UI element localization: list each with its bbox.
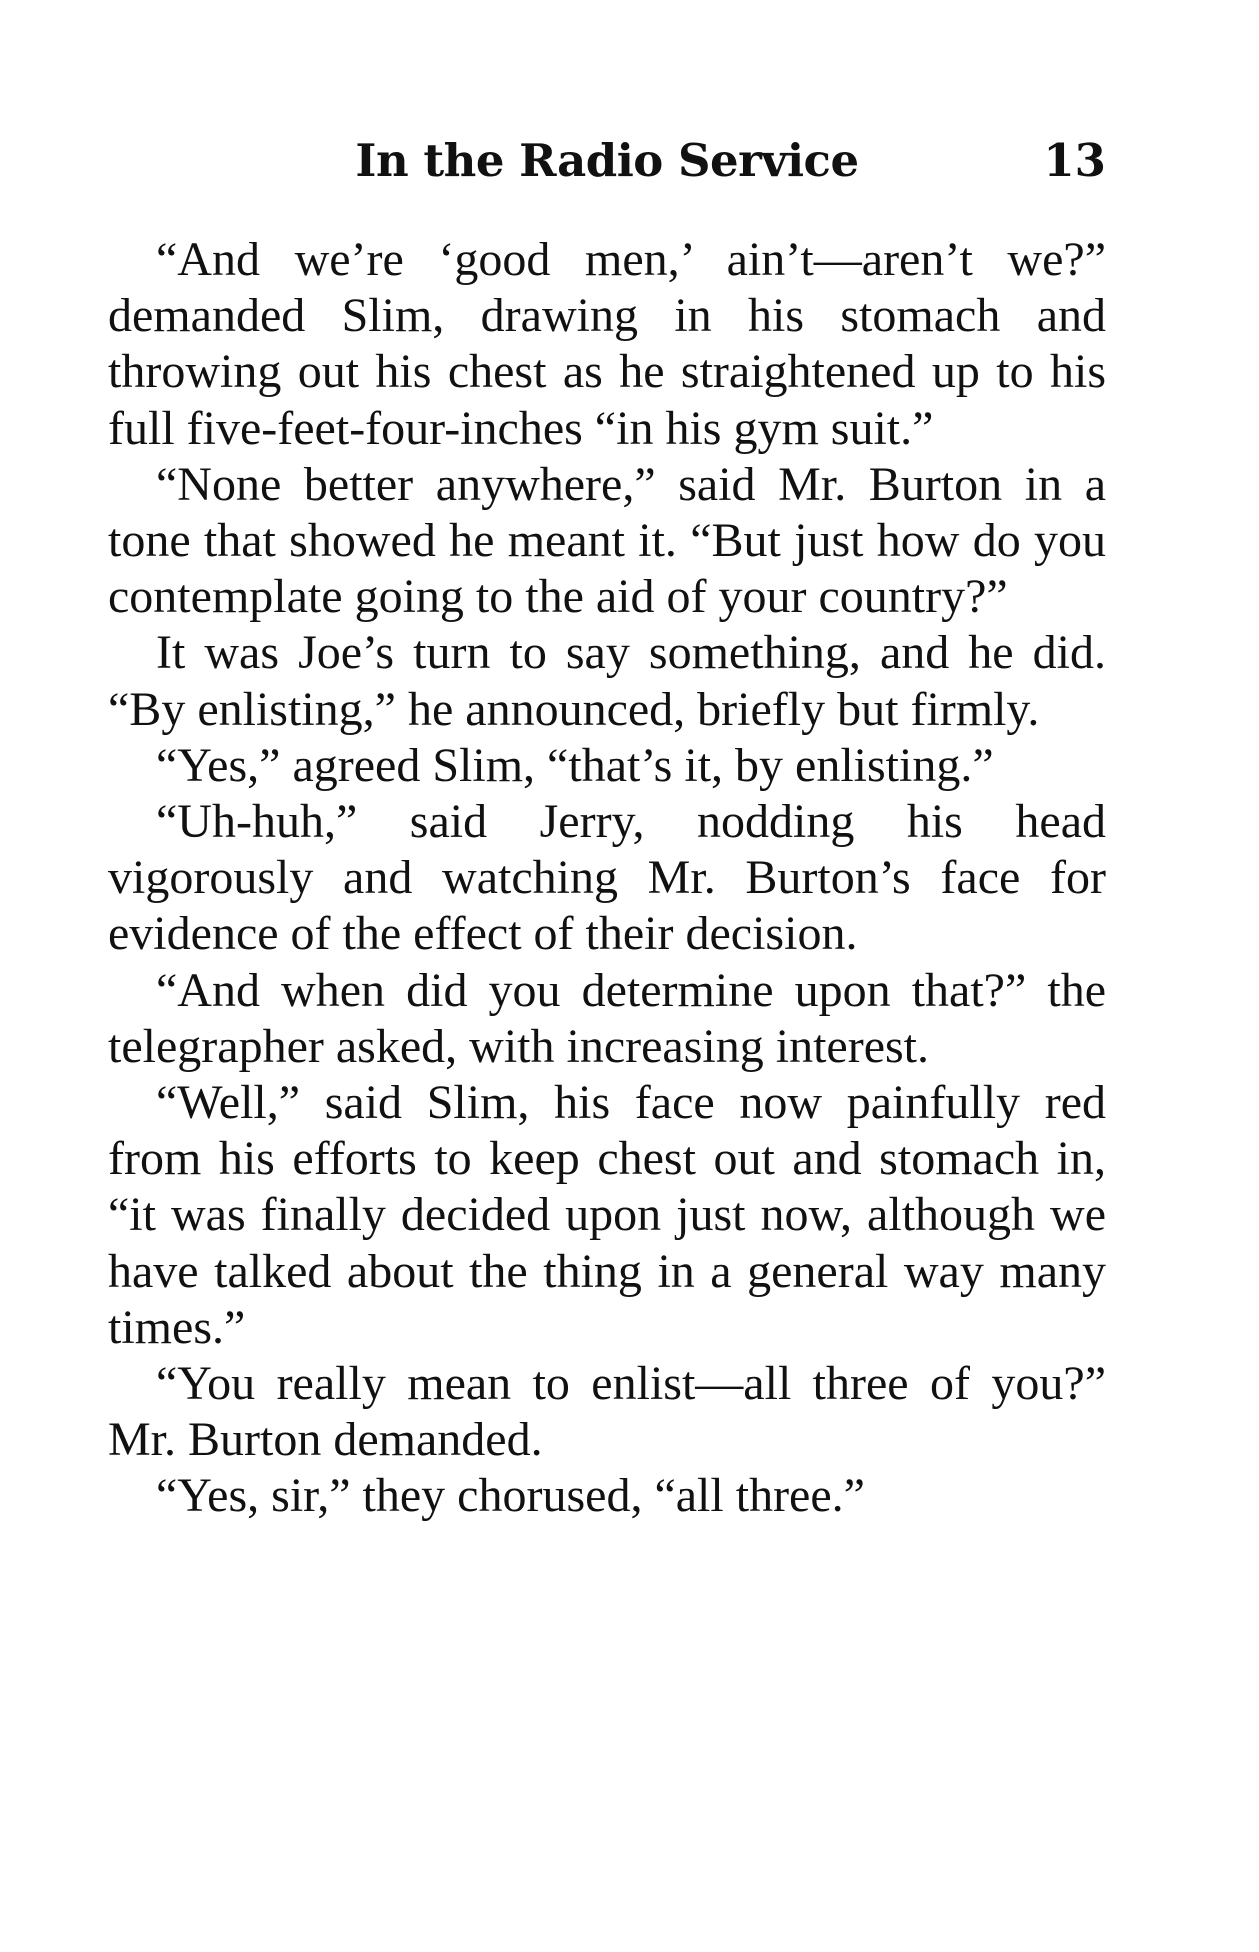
paragraph: “None better anywhere,” said Mr. Burton in a tone that showed he meant it. “But just how do you contemplate going to the aid of your country?” <box>108 457 1106 624</box>
paragraph: “Yes,” agreed Slim, “that’s it, by enlisting.” <box>156 738 994 792</box>
paragraph: “You really mean to enlist—all three of you?” Mr. Burton demanded. <box>108 1357 1106 1467</box>
paragraph: “And when did you determine upon that?” the telegrapher asked, with increasing interest. <box>108 963 1106 1073</box>
paragraph: “Uh-huh,” said Jerry, nodding his head vigorously and watching Mr. Burton’s face for evidence of the effect of their decision. <box>108 795 1106 961</box>
paragraph: It was Joe’s turn to say something, and he did. “By enlisting,” he announced, briefly but firmly. <box>108 626 1106 736</box>
page-number: 13 <box>1043 134 1106 187</box>
running-title: In the Radio Service <box>355 134 859 187</box>
body-text <box>108 232 1106 1525</box>
paragraph: “Yes, sir,” they chorused, “all three.” <box>156 1469 865 1523</box>
running-head <box>108 128 1106 194</box>
paragraph: “Well,” said Slim, his face now painfully red from his efforts to keep chest out and stomach in, “it was finally decided upon just now, although we have talked about the thing in a general way many times.” <box>108 1076 1106 1354</box>
paragraph: “And we’re ‘good men,’ ain’t—aren’t we?” demanded Slim, drawing in his stomach and throwing out his chest as he straightened up to his full five-feet-four-inches “in his gym suit.” <box>108 233 1106 455</box>
